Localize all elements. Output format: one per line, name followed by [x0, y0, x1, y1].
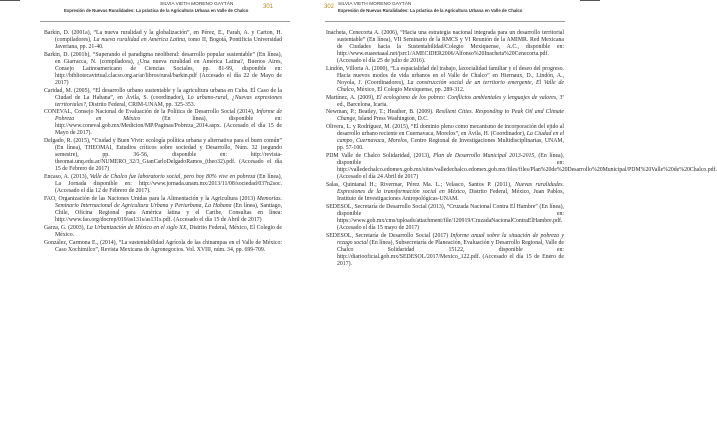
- header-left-line: [0, 0, 20, 1]
- reference-item: FAO, Organización de las Naciones Unidas para la Alimentación y la Agricultura (2013) Memorias. Seminario Internacional de Agricultura Urbana y Periurbana, La Habana (En línea), Santiago, Chile, Oficina Regional para América latina y el Caribe, Consultas en línea: http://www.fao.org/docrep/019/as131s/as131s.pdf. (Accesado el día 15 de Abril de 2017): [44, 195, 282, 223]
- reference-item: SEDESOL, Secretaría de Desarrollo Social (2017) Informe anual sobre la situación de pobreza y rezago social (En línea), Subsecretaría de Planeación, Evaluación y Desarrollo Regional, Valle de Chalco Solidaridad 15122, disponible en: http://diariooficial.gob.mx/SEDESOL/2017/Mexico_122.pdf. (Accesado el día 15 de Enero de 2017).: [326, 232, 564, 267]
- reference-item: Martínez, A. (2009), El ecologismo de los pobres: Conflictos ambientales y lenguajes de valores, 3ª ed., Barcelona, Icaria.: [326, 94, 564, 108]
- reference-item: Barkin, D. (2001a), “La nueva ruralidad y la globalización”, en Pérez, E., Farah, A. y Carton, H. (compiladores), La nueva ruralidad en América Latina, tomo II, Bogotá, Pontificia Universidad Javeriana, pp. 21-40.: [44, 30, 282, 50]
- header-right-line: [580, 0, 600, 1]
- page-number-right: 302: [324, 4, 335, 10]
- reference-item: Garza, G. (2003), La Urbanización de México en el siglo XX, Distrito Federal, México, El Colegio de México.: [44, 224, 282, 238]
- reference-item: Encaso, A. (2013), Valle de Chalco fue laboratorio social, pero hoy 80% vive en pobreza (En línea), La Jornada disponible en: http://www.jornada.unam.mx/2013/11/08/sociedad/037n2soc. (Accesado el día 12 de Febrero de 2017).: [44, 174, 282, 194]
- reference-item: Olivera, L. y Rodríguez, M. (2015), “El dominio pleno como mecanismo de incorporación del ejido al desarrollo urbano reciente en Cuernavaca, Morelos”, en Ávila, H. (Coordinador), La Ciudad en el campo, Cuernavaca, Morelos, Centro Regional de Investigaciones Multidisciplinarias, UNAM, pp. 57-100.: [326, 124, 564, 152]
- reference-item: Barkin, D. (2001b), “Superando el paradigma neoliberal: desarrollo popular sustentable” (En línea), en Giarracca, N. (compiladora), ¿Una nueva ruralidad en América Latina?, Buenos Aires, Consejo Latinoamericano de Ciencias Sociales, pp. 81-99, disponible en: http://bibliotecavirtual.clacso.org.ar/ar/libros/rural/barkin.pdf (Accesado el día 22 de Mayo de 2017): [44, 51, 282, 86]
- reference-item: Salas, Quintanal H.; Rivermar, Pérez Ma. L.; Velasco, Santos P. (2011), Nuevas ruralidades. Expresiones de la transformación social en México, Distrito Federal, México, Juan Pablos, Instituto de Investigaciones Antropológicas-UNAM.: [326, 182, 565, 202]
- header-right-subtitle: Expresión de Nuevas Ruralidades: La práctica de la Agricultura Urbana en Valle de Chalco: [338, 8, 523, 13]
- references-right-column: [326, 30, 717, 268]
- reference-item: SEDESOL, Secretaría de Desarrollo Social (2013), “Cruzada Nacional Contra El Hambre” (En línea), disponible en: https://www.gob.mx/cms/uploads/attachment/file/120919/CruzadaNacionalContraElHambre.pdf. (Accesado el día 15 mayo de 2017): [326, 203, 564, 231]
- reference-item: González, Carmona E., (2014), “La sustentabilidad Agrícola de las chinampas en el Valle de México: Caso Xochimilco”, Revista Mexicana de Agronegocios. Vol. XVIII, núm. 34, pp. 699-709.: [44, 239, 282, 253]
- header-left-rule: [40, 21, 290, 22]
- header-left-subtitle: Expresión de Nuevas Ruralidades: La práctica de la Agricultura Urbana en Valle de Chalco: [64, 8, 249, 13]
- reference-item: CONEVAL, Consejo Nacional de Evaluación de la Política de Desarrollo Social (2014), Informe de Pobreza en México (En línea), disponible en: http://www.coneval.gob.mx/Medicion/MP/Paginas/Pobreza_2014.aspx. (Accesado el día 15 de Mayo de 2017).: [44, 109, 282, 137]
- references-left-column: [44, 30, 282, 255]
- reference-item: Inacheta, Cenecorta A. (2006), “Hacia una estrategia nacional integrada para un desarrollo territorial sustentable” (En línea), VII Seminario de la RMCS y VI Reunión de la AMIMR. Red Mexicana de Ciudades hacia la Sustentabilidad/Colegio Mexiquense, A.C., disponible en: http://www.euaeetaaal.net/jsrc1/AMECIDER2006/Alfonso%20Inacheta%20Cenecorta.pdf. (Accesado el día 25 de julio de 2016).: [326, 30, 564, 64]
- page-number-left: 301: [263, 4, 274, 10]
- reference-item: Lindón, Villoria A. (2000), “La espacialidad del trabajo, laxocialidad familiar y el deseo del progreso. Hacia nuevos modos de vida urbanos en el Valle de Chalco” en Hiernaux, D., Lindón, A., Noyola, J. (Coordinadores), La construcción social de un territorio emergente, El Valle de Chalco, México, El Colegio Mexiquense, pp. 289-312.: [326, 65, 564, 93]
- header-right-rule: [325, 21, 565, 22]
- reference-item: Caridad, M. (2005), “El desarrollo urbano sustentable y la agricultura urbana en Cuba. El Caso de la Ciudad de La Habana”, en Ávila, S. (coordinador), Lo urbano-rural, ¿Nuevas expresiones territoriales?, Distrito Federal, CRIM-UNAM, pp. 325-353.: [44, 87, 282, 108]
- reference-item: Newman, P.; Beatley, T.; Heather, B. (2009). Resilient Cities. Responding to Peak Oil and Climate Change, Island Press Washington, D.C.: [326, 109, 564, 123]
- header-left-author: SILVIA VIETH MORENO GAYTÁN: [160, 2, 234, 7]
- header-right-author: SILVIA VIETH MORENO GAYTÁN: [338, 2, 412, 7]
- reference-item: PDM Valle de Chalco Solidaridad, (2013), Plan de Desarrollo Municipal 2013-2015, (En línea), disponible en: http://valledechalco.edomex.gob.mx/sites/valledechalco.edomex.gob.mx/files/files/Plan%20de%20Desarrollo%20Municipal/PDM%20Valle%20de%20Chalco.pdf. (Accesado el día 24 Abril de 2017): [326, 153, 717, 181]
- reference-item: Delgado, R. (2015), “Ciudad y Buen Vivir: ecología política urbana y alternativa para el buen común” (En línea), THEOMAI, Estudios críticos sobre sociedad y Desarrollo, Núm. 32 (segundo semestre), pp. 36-56, disponible en: http://revista-theomai.unq.edu.ar/NUMERO_32/3_GianCarloDelgadoRamos_(theo32).pdf. (Accesado el día 15 de Febrero de 2017): [44, 138, 282, 173]
